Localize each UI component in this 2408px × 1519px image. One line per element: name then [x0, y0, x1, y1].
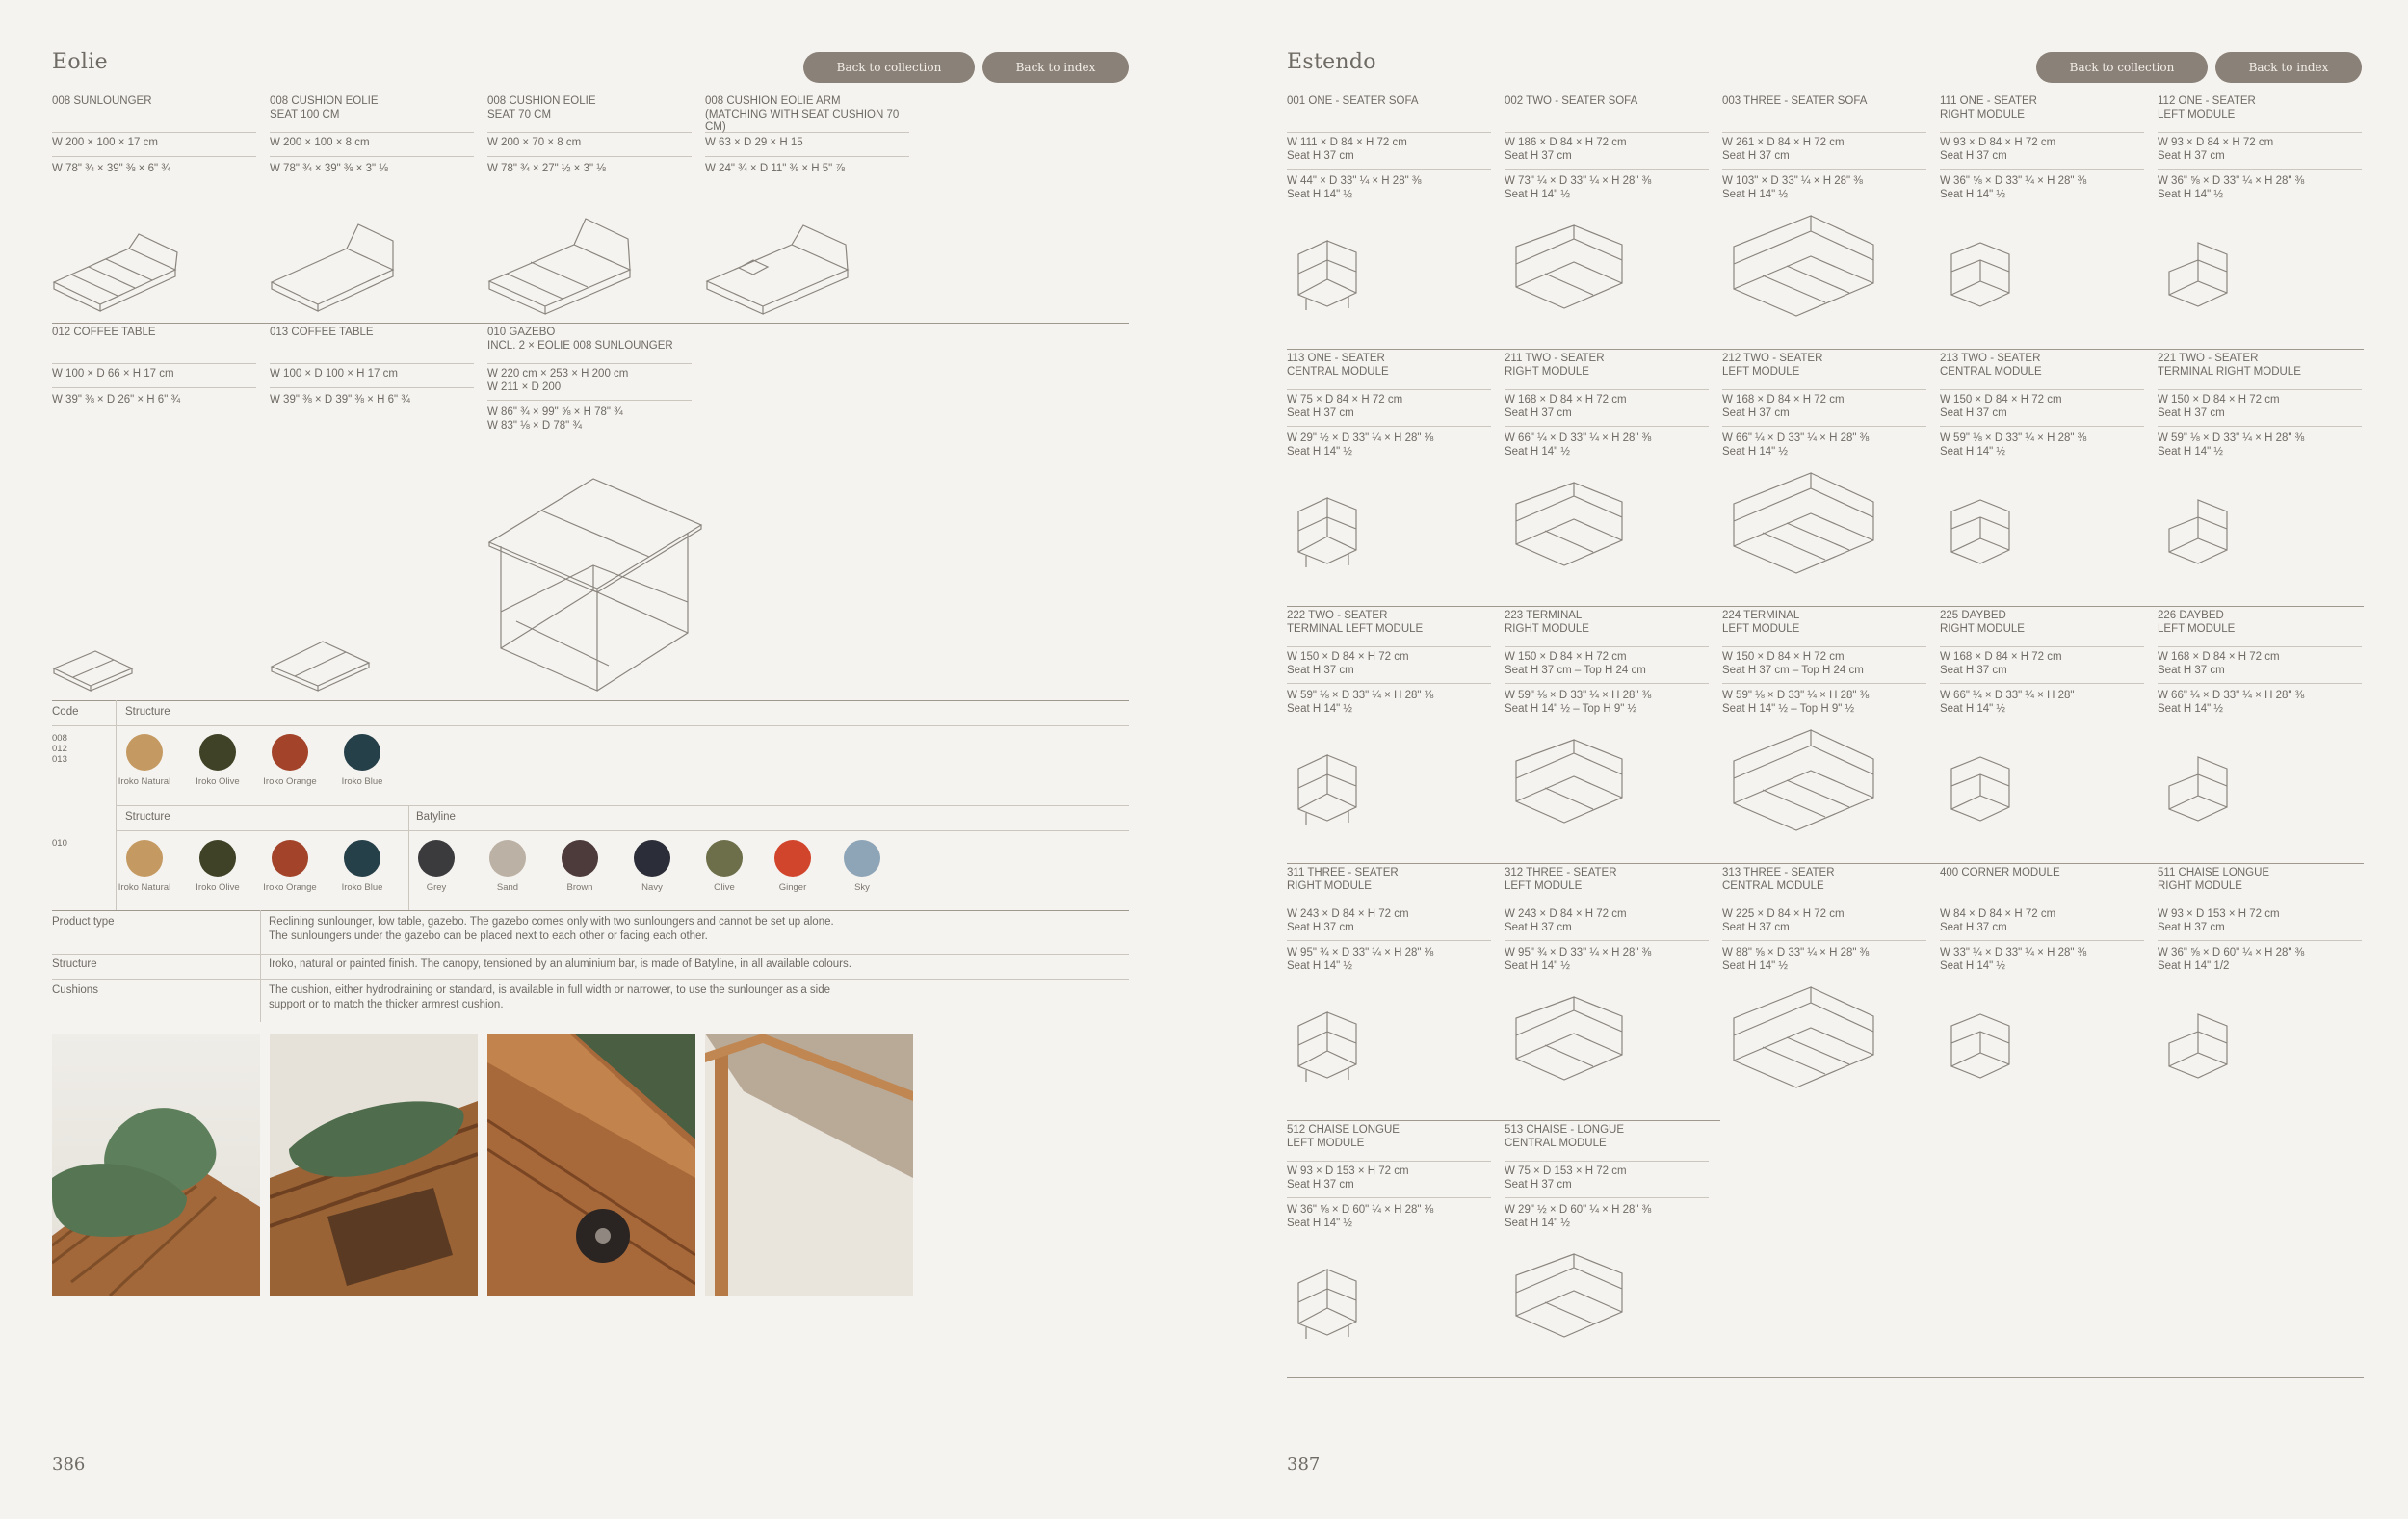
product-dims-inch: W 36" ⅝ × D 33" ¼ × H 28" ⅜ Seat H 14" ½ — [1940, 169, 2144, 201]
swatch-color — [199, 840, 236, 877]
product-item — [1505, 867, 1709, 973]
sofa-module-illustration — [1506, 225, 1661, 322]
description-value: The cushion, either hydrodraining or standard, is available in full width or narrower, to use the sunlounger as a side support or to match the thicker armrest cushion. — [269, 984, 831, 1010]
product-photo — [270, 1034, 478, 1296]
back-to-index-button[interactable]: Back to index — [2215, 52, 2362, 83]
back-to-collection-button[interactable]: Back to collection — [2036, 52, 2208, 83]
product-item — [1722, 867, 1926, 973]
swatch — [758, 840, 827, 893]
product-dims-cm: W 200 × 100 × 17 cm — [52, 132, 256, 156]
product-item — [52, 95, 256, 175]
sunlounger-illustration — [52, 229, 177, 321]
product-dims-inch: W 39" ⅜ × D 26" × H 6" ¾ — [52, 387, 256, 407]
swatch — [183, 734, 252, 787]
description-key: Structure — [52, 958, 97, 970]
product-name: 013 COFFEE TABLE — [270, 327, 374, 338]
swatch-name: Iroko Olive — [196, 776, 240, 787]
product-dims-cm: W 93 × D 153 × H 72 cm Seat H 37 cm — [1287, 1161, 1491, 1197]
swatch — [545, 840, 615, 893]
swatch-name: Olive — [714, 882, 735, 893]
description-row — [52, 983, 1131, 1022]
product-name: 112 ONE - SEATER LEFT MODULE — [2158, 95, 2256, 120]
row-rule — [1287, 1120, 1720, 1121]
product-dims-cm: W 93 × D 84 × H 72 cm Seat H 37 cm — [1940, 132, 2144, 169]
back-to-index-button[interactable]: Back to index — [982, 52, 1129, 83]
product-dims-inch: W 78" ¾ × 39" ⅜ × 3" ⅛ — [270, 156, 474, 176]
swatch-color — [272, 734, 308, 771]
swatch-name: Iroko Orange — [263, 776, 317, 787]
product-name: 010 GAZEBO INCL. 2 × EOLIE 008 SUNLOUNGER — [487, 327, 673, 352]
product-dims-inch: W 66" ¼ × D 33" ¼ × H 28" Seat H 14" ½ — [1940, 683, 2144, 716]
code-value: 008 012 013 — [52, 733, 67, 765]
product-name: 512 CHAISE LONGUE LEFT MODULE — [1287, 1124, 1400, 1149]
coffee-table-013-illustration — [270, 638, 371, 691]
structure-label: Structure — [125, 706, 170, 718]
product-name: 221 TWO - SEATER TERMINAL RIGHT MODULE — [2158, 353, 2301, 378]
product-dims-inch: W 39" ⅜ × D 39" ⅜ × H 6" ¾ — [270, 387, 474, 407]
sofa-module-illustration — [2159, 225, 2314, 322]
sofa-module-illustration — [1506, 740, 1661, 836]
product-item — [1722, 610, 1926, 716]
product-dims-inch: W 103" × D 33" ¼ × H 28" ⅜ Seat H 14" ½ — [1722, 169, 1926, 201]
product-dims-cm: W 100 × D 100 × H 17 cm — [270, 363, 474, 387]
swatch-color — [489, 840, 526, 877]
sofa-module-illustration — [1724, 740, 1878, 836]
swatch-color — [126, 840, 163, 877]
product-dims-cm: W 168 × D 84 × H 72 cm Seat H 37 cm — [1940, 646, 2144, 683]
product-dims-inch: W 78" ¾ × 39" ⅜ × 6" ¾ — [52, 156, 256, 176]
product-photo — [52, 1034, 260, 1296]
row-rule — [1287, 606, 2364, 607]
swatch-color — [706, 840, 743, 877]
product-dims-cm: W 150 × D 84 × H 72 cm Seat H 37 cm – Top H 24 cm — [1505, 646, 1709, 683]
product-dims-cm: W 168 × D 84 × H 72 cm Seat H 37 cm — [1722, 389, 1926, 426]
product-name: 226 DAYBED LEFT MODULE — [2158, 610, 2236, 635]
product-dims-inch: W 59" ⅛ × D 33" ¼ × H 28" ⅜ Seat H 14" ½ – Top H 9" ½ — [1722, 683, 1926, 716]
product-dims-cm: W 186 × D 84 × H 72 cm Seat H 37 cm — [1505, 132, 1709, 169]
product-dims-inch: W 66" ¼ × D 33" ¼ × H 28" ⅜ Seat H 14" ½ — [1722, 426, 1926, 458]
product-name: 311 THREE - SEATER RIGHT MODULE — [1287, 867, 1399, 892]
product-dims-inch: W 36" ⅝ × D 33" ¼ × H 28" ⅜ Seat H 14" ½ — [2158, 169, 2362, 201]
swatch-name: Iroko Orange — [263, 882, 317, 893]
product-name: 223 TERMINAL RIGHT MODULE — [1505, 610, 1589, 635]
sofa-module-illustration — [1289, 483, 1443, 579]
sofa-module-illustration — [1724, 997, 1878, 1093]
back-to-collection-button[interactable]: Back to collection — [803, 52, 975, 83]
sofa-module-illustration — [1289, 740, 1443, 836]
swatch-color — [199, 734, 236, 771]
product-dims-inch: W 66" ¼ × D 33" ¼ × H 28" ⅜ Seat H 14" ½ — [2158, 683, 2362, 716]
product-item — [1287, 95, 1491, 201]
swatch — [110, 734, 179, 787]
product-dims-cm: W 261 × D 84 × H 72 cm Seat H 37 cm — [1722, 132, 1926, 169]
swatch-name: Sand — [496, 882, 519, 893]
gazebo-illustration — [487, 477, 704, 694]
arm-cushion-illustration — [705, 222, 850, 320]
right-page — [1204, 0, 2408, 1519]
swatch — [110, 840, 179, 893]
swatch — [255, 840, 325, 893]
product-dims-inch: W 95" ¾ × D 33" ¼ × H 28" ⅜ Seat H 14" ½ — [1505, 940, 1709, 973]
product-name: 513 CHAISE - LONGUE CENTRAL MODULE — [1505, 1124, 1624, 1149]
sofa-module-illustration — [1289, 997, 1443, 1093]
product-dims-inch: W 44" × D 33" ¼ × H 28" ⅜ Seat H 14" ½ — [1287, 169, 1491, 201]
product-name: 111 ONE - SEATER RIGHT MODULE — [1940, 95, 2037, 120]
product-dims-cm: W 243 × D 84 × H 72 cm Seat H 37 cm — [1287, 904, 1491, 940]
swatch-name: Navy — [641, 882, 663, 893]
product-item — [2158, 867, 2362, 973]
product-dims-inch: W 59" ⅛ × D 33" ¼ × H 28" ⅜ Seat H 14" ½ — [1287, 683, 1491, 716]
product-dims-cm: W 200 × 100 × 8 cm — [270, 132, 474, 156]
sofa-module-illustration — [2159, 740, 2314, 836]
description-row — [52, 915, 1131, 954]
product-item — [1940, 353, 2144, 458]
row-rule — [52, 323, 1129, 324]
page-number: 387 — [1287, 1454, 1321, 1475]
product-dims-cm: W 243 × D 84 × H 72 cm Seat H 37 cm — [1505, 904, 1709, 940]
product-dims-cm: W 150 × D 84 × H 72 cm Seat H 37 cm — [2158, 389, 2362, 426]
product-item — [1287, 1124, 1491, 1230]
batyline-label: Batyline — [416, 811, 456, 823]
description-column-rule — [260, 910, 261, 1022]
product-name: 113 ONE - SEATER CENTRAL MODULE — [1287, 353, 1389, 378]
product-name: 225 DAYBED RIGHT MODULE — [1940, 610, 2025, 635]
product-item — [705, 95, 909, 175]
description-rule — [52, 979, 1129, 980]
product-name: 312 THREE - SEATER LEFT MODULE — [1505, 867, 1617, 892]
product-name: 008 SUNLOUNGER — [52, 95, 152, 107]
product-dims-cm: W 220 cm × 253 × H 200 cm W 211 × D 200 — [487, 363, 692, 400]
description-rule — [52, 910, 1129, 911]
swatch-color — [418, 840, 455, 877]
sofa-module-illustration — [1289, 225, 1443, 322]
product-name: 211 TWO - SEATER RIGHT MODULE — [1505, 353, 1605, 378]
product-dims-cm: W 150 × D 84 × H 72 cm Seat H 37 cm — [1287, 646, 1491, 683]
product-item — [1287, 867, 1491, 973]
product-dims-cm: W 93 × D 84 × H 72 cm Seat H 37 cm — [2158, 132, 2362, 169]
swatch-color — [844, 840, 880, 877]
swatch-color — [126, 734, 163, 771]
product-item — [270, 95, 474, 175]
product-name: 222 TWO - SEATER TERMINAL LEFT MODULE — [1287, 610, 1424, 635]
finishes-header-rule — [52, 725, 1129, 726]
row-rule — [1287, 1377, 2364, 1378]
product-name: 511 CHAISE LONGUE RIGHT MODULE — [2158, 867, 2270, 892]
product-dims-cm: W 150 × D 84 × H 72 cm Seat H 37 cm – Top H 24 cm — [1722, 646, 1926, 683]
product-dims-cm: W 100 × D 66 × H 17 cm — [52, 363, 256, 387]
code-label: Code — [52, 706, 79, 718]
swatch-name: Ginger — [778, 882, 807, 893]
seat-cushion-100-illustration — [270, 220, 395, 321]
swatch-name: Sky — [854, 882, 870, 893]
swatch — [617, 840, 687, 893]
product-item — [1287, 610, 1491, 716]
page-number: 386 — [52, 1454, 86, 1475]
swatch — [473, 840, 542, 893]
product-dims-cm: W 63 × D 29 × H 15 — [705, 132, 909, 156]
finishes-sub-rule — [116, 830, 1129, 831]
product-item — [1722, 353, 1926, 458]
swatch-name: Grey — [426, 882, 447, 893]
product-item — [1940, 95, 2144, 201]
sofa-module-illustration — [2159, 997, 2314, 1093]
structure-label: Structure — [125, 811, 170, 823]
sofa-module-illustration — [1942, 997, 2096, 1093]
description-value: Iroko, natural or painted finish. The canopy, tensioned by an aluminium bar, is made of Batyline, in all available colours. — [269, 958, 851, 970]
sofa-module-illustration — [1289, 1254, 1443, 1350]
swatch-color — [774, 840, 811, 877]
product-dims-inch: W 95" ¾ × D 33" ¼ × H 28" ⅜ Seat H 14" ½ — [1287, 940, 1491, 973]
product-dims-inch: W 29" ½ × D 33" ¼ × H 28" ⅜ Seat H 14" ½ — [1287, 426, 1491, 458]
product-item — [1940, 610, 2144, 716]
row-rule — [1287, 863, 2364, 864]
product-item — [2158, 95, 2362, 201]
sofa-module-illustration — [1506, 1254, 1661, 1350]
product-item — [270, 327, 474, 406]
swatch-name: Brown — [566, 882, 593, 893]
product-name: 002 TWO - SEATER SOFA — [1505, 95, 1638, 107]
product-item — [1940, 867, 2144, 973]
product-dims-cm: W 200 × 70 × 8 cm — [487, 132, 692, 156]
product-name: 224 TERMINAL LEFT MODULE — [1722, 610, 1800, 635]
product-name: 008 CUSHION EOLIE ARM (MATCHING WITH SEAT CUSHION 70 CM) — [705, 95, 900, 133]
description-rule — [52, 954, 1129, 955]
sofa-module-illustration — [1942, 225, 2096, 322]
product-name: 008 CUSHION EOLIE SEAT 70 CM — [487, 95, 596, 120]
swatch — [327, 734, 397, 787]
product-dims-inch: W 59" ⅛ × D 33" ¼ × H 28" ⅜ Seat H 14" ½ — [2158, 426, 2362, 458]
product-name: 313 THREE - SEATER CENTRAL MODULE — [1722, 867, 1835, 892]
description-key: Product type — [52, 916, 115, 928]
product-item — [1505, 95, 1709, 201]
swatch — [402, 840, 471, 893]
product-dims-inch: W 73" ¼ × D 33" ¼ × H 28" ⅜ Seat H 14" ½ — [1505, 169, 1709, 201]
swatch — [255, 734, 325, 787]
product-name: 213 TWO - SEATER CENTRAL MODULE — [1940, 353, 2042, 378]
swatch — [183, 840, 252, 893]
swatch — [327, 840, 397, 893]
description-key: Cushions — [52, 984, 98, 996]
sofa-module-illustration — [2159, 483, 2314, 579]
product-dims-cm: W 168 × D 84 × H 72 cm Seat H 37 cm — [1505, 389, 1709, 426]
sofa-module-illustration — [1942, 483, 2096, 579]
sofa-module-illustration — [1942, 740, 2096, 836]
product-name: 003 THREE - SEATER SOFA — [1722, 95, 1868, 107]
seat-cushion-70-illustration — [487, 214, 632, 320]
product-name: 400 CORNER MODULE — [1940, 867, 2060, 878]
product-item — [2158, 353, 2362, 458]
product-dims-inch: W 33" ¼ × D 33" ¼ × H 28" ⅜ Seat H 14" ½ — [1940, 940, 2144, 973]
swatch — [690, 840, 759, 893]
page-title: Estendo — [1287, 50, 1376, 74]
row-rule — [1287, 349, 2364, 350]
product-dims-inch: W 59" ⅛ × D 33" ¼ × H 28" ⅜ Seat H 14" ½ – Top H 9" ½ — [1505, 683, 1709, 716]
product-item — [52, 327, 256, 406]
swatch-color — [562, 840, 598, 877]
product-item — [487, 327, 692, 432]
coffee-table-012-illustration — [52, 647, 134, 691]
product-item — [1505, 1124, 1709, 1230]
product-dims-inch: W 59" ⅛ × D 33" ¼ × H 28" ⅜ Seat H 14" ½ — [1940, 426, 2144, 458]
product-photo — [705, 1034, 913, 1296]
swatch-color — [634, 840, 670, 877]
product-item — [1287, 353, 1491, 458]
page-title: Eolie — [52, 50, 108, 74]
sofa-module-illustration — [1724, 483, 1878, 579]
sofa-module-illustration — [1506, 483, 1661, 579]
product-name: 001 ONE - SEATER SOFA — [1287, 95, 1419, 107]
swatch-name: Iroko Blue — [341, 882, 383, 893]
product-name: 012 COFFEE TABLE — [52, 327, 156, 338]
product-dims-inch: W 36" ⅝ × D 60" ¼ × H 28" ⅜ Seat H 14" ½ — [1287, 1197, 1491, 1230]
product-photo — [487, 1034, 695, 1296]
product-dims-inch: W 29" ½ × D 60" ¼ × H 28" ⅜ Seat H 14" ½ — [1505, 1197, 1709, 1230]
swatch-name: Iroko Natural — [118, 776, 171, 787]
swatch-name: Iroko Natural — [118, 882, 171, 893]
product-item — [487, 95, 692, 175]
product-dims-inch: W 88" ⅝ × D 33" ¼ × H 28" ⅜ Seat H 14" ½ — [1722, 940, 1926, 973]
description-row — [52, 957, 1131, 979]
code-value: 010 — [52, 838, 67, 849]
product-dims-cm: W 111 × D 84 × H 72 cm Seat H 37 cm — [1287, 132, 1491, 169]
product-dims-cm: W 225 × D 84 × H 72 cm Seat H 37 cm — [1722, 904, 1926, 940]
description-value: Reclining sunlounger, low table, gazebo. The gazebo comes only with two sunloungers and cannot be set up alone. The sunloungers under the gazebo can be placed next to each other or facing each other. — [269, 916, 834, 942]
product-dims-inch: W 86" ¾ × 99" ⅝ × H 78" ¾ W 83" ⅛ × D 78" ¾ — [487, 400, 692, 432]
product-dims-cm: W 150 × D 84 × H 72 cm Seat H 37 cm — [1940, 389, 2144, 426]
swatch-color — [344, 840, 380, 877]
product-name: 212 TWO - SEATER LEFT MODULE — [1722, 353, 1823, 378]
swatch-color — [272, 840, 308, 877]
product-dims-inch: W 66" ¼ × D 33" ¼ × H 28" ⅜ Seat H 14" ½ — [1505, 426, 1709, 458]
swatch — [827, 840, 897, 893]
swatch-name: Iroko Blue — [341, 776, 383, 787]
product-dims-inch: W 24" ¾ × D 11" ⅜ × H 5" ⅞ — [705, 156, 909, 176]
product-name: 008 CUSHION EOLIE SEAT 100 CM — [270, 95, 379, 120]
product-dims-inch: W 78" ¾ × 27" ½ × 3" ⅛ — [487, 156, 692, 176]
product-item — [1722, 95, 1926, 201]
product-item — [1505, 353, 1709, 458]
product-dims-cm: W 168 × D 84 × H 72 cm Seat H 37 cm — [2158, 646, 2362, 683]
product-item — [1505, 610, 1709, 716]
product-dims-cm: W 75 × D 84 × H 72 cm Seat H 37 cm — [1287, 389, 1491, 426]
finishes-mid-rule — [116, 805, 1129, 806]
finishes-rule — [52, 700, 1129, 701]
product-dims-inch: W 36" ⅝ × D 60" ¼ × H 28" ⅜ Seat H 14" 1/2 — [2158, 940, 2362, 973]
product-dims-cm: W 84 × D 84 × H 72 cm Seat H 37 cm — [1940, 904, 2144, 940]
swatch-color — [344, 734, 380, 771]
product-dims-cm: W 93 × D 153 × H 72 cm Seat H 37 cm — [2158, 904, 2362, 940]
product-dims-cm: W 75 × D 153 × H 72 cm Seat H 37 cm — [1505, 1161, 1709, 1197]
sofa-module-illustration — [1724, 225, 1878, 322]
sofa-module-illustration — [1506, 997, 1661, 1093]
swatch-name: Iroko Olive — [196, 882, 240, 893]
product-item — [2158, 610, 2362, 716]
